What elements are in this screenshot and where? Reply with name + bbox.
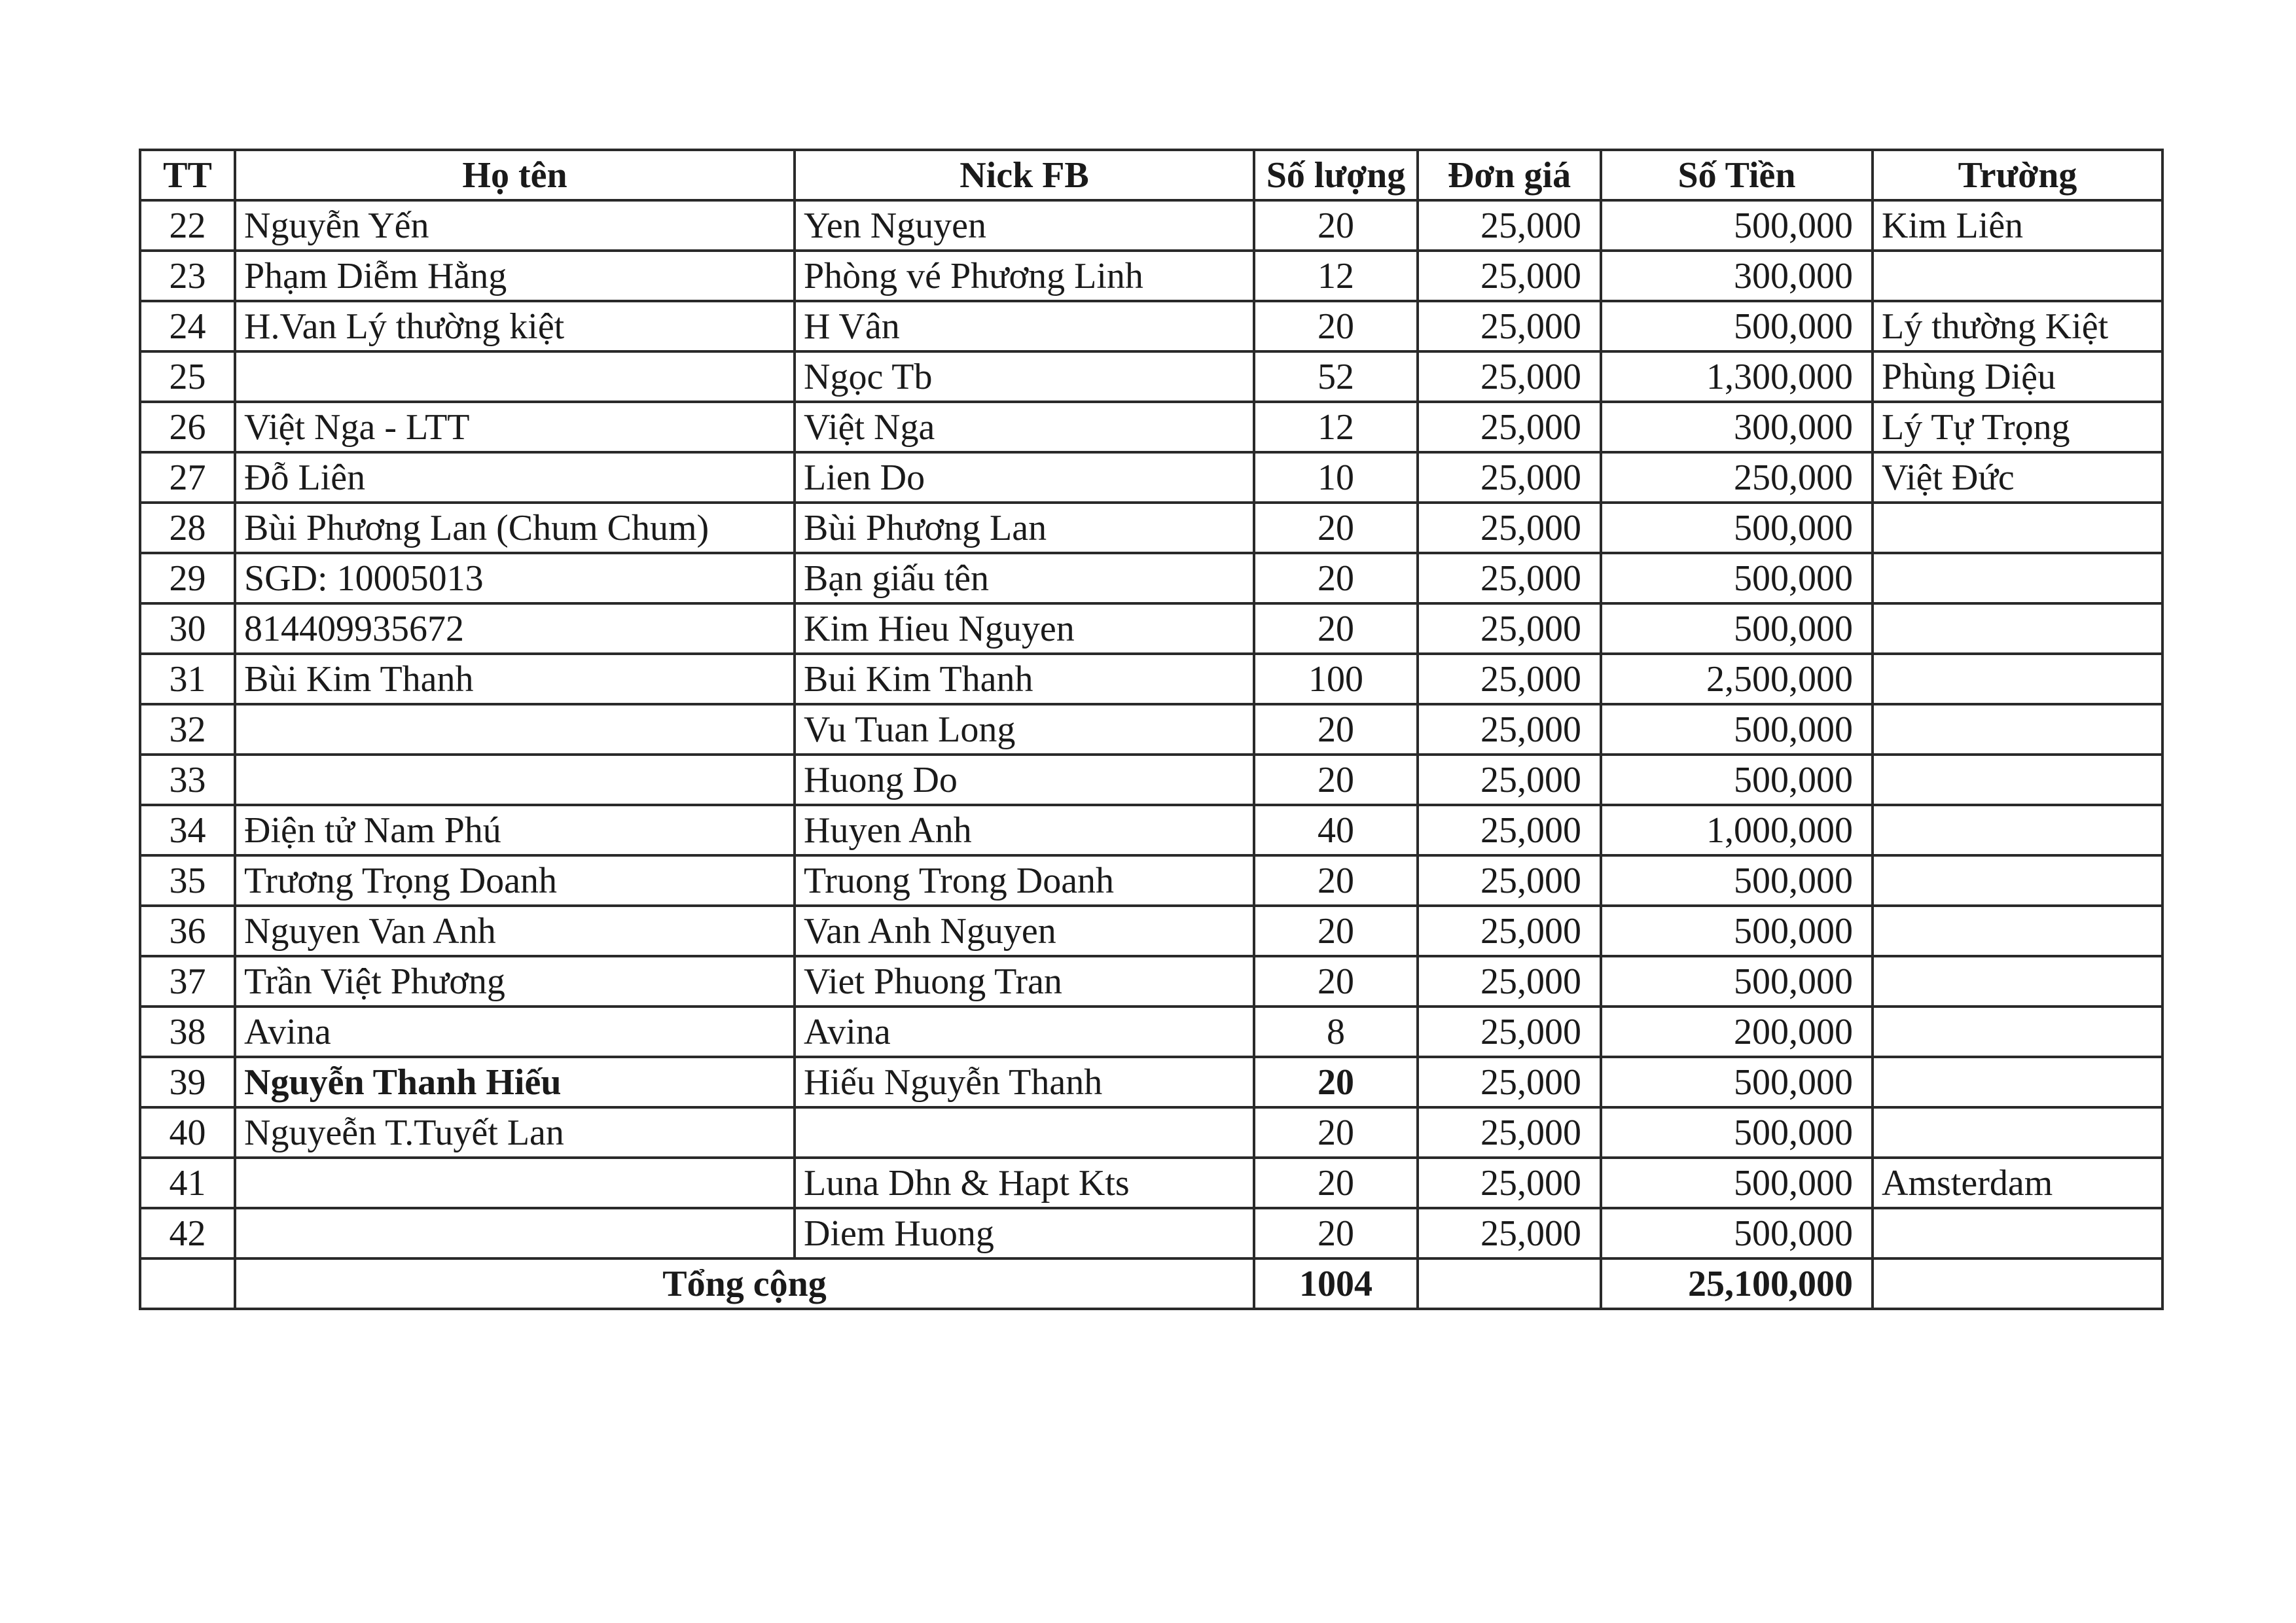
cell-tt: 37 xyxy=(140,956,235,1007)
cell-price: 25,000 xyxy=(1418,402,1601,452)
cell-amount: 500,000 xyxy=(1601,956,1873,1007)
cell-price: 25,000 xyxy=(1418,906,1601,956)
cell-name: Việt Nga - LTT xyxy=(235,402,795,452)
cell-name: H.Van Lý thường kiệt xyxy=(235,301,795,351)
cell-qty: 20 xyxy=(1254,956,1418,1007)
cell-nick: Luna Dhn & Hapt Kts xyxy=(795,1158,1254,1208)
cell-qty: 20 xyxy=(1254,503,1418,553)
cell-amount: 500,000 xyxy=(1601,1208,1873,1258)
cell-school xyxy=(1873,1057,2162,1107)
cell-qty: 40 xyxy=(1254,805,1418,855)
cell-tt: 31 xyxy=(140,654,235,704)
cell-name: SGD: 10005013 xyxy=(235,553,795,603)
cell-tt: 39 xyxy=(140,1057,235,1107)
cell-price: 25,000 xyxy=(1418,704,1601,755)
cell-name xyxy=(235,1208,795,1258)
cell-name: Phạm Diễm Hằng xyxy=(235,251,795,301)
cell-qty: 20 xyxy=(1254,200,1418,251)
cell-school: Kim Liên xyxy=(1873,200,2162,251)
cell-nick: Huyen Anh xyxy=(795,805,1254,855)
cell-tt: 32 xyxy=(140,704,235,755)
cell-amount: 250,000 xyxy=(1601,452,1873,503)
cell-amount: 500,000 xyxy=(1601,755,1873,805)
cell-nick: Diem Huong xyxy=(795,1208,1254,1258)
cell-price: 25,000 xyxy=(1418,503,1601,553)
cell-qty: 20 xyxy=(1254,603,1418,654)
cell-name: Nguyễn Yến xyxy=(235,200,795,251)
cell-qty: 20 xyxy=(1254,301,1418,351)
table-row xyxy=(140,654,2162,704)
cell-school xyxy=(1873,855,2162,906)
cell-name: Avina xyxy=(235,1007,795,1057)
total-label: Tổng cộng xyxy=(235,1258,1254,1309)
header-nick: Nick FB xyxy=(795,150,1254,200)
cell-qty: 20 xyxy=(1254,1208,1418,1258)
cell-amount: 1,000,000 xyxy=(1601,805,1873,855)
header-name: Họ tên xyxy=(235,150,795,200)
cell-school xyxy=(1873,805,2162,855)
table-row xyxy=(140,704,2162,755)
total-empty-price xyxy=(1418,1258,1601,1309)
cell-price: 25,000 xyxy=(1418,805,1601,855)
cell-nick: Van Anh Nguyen xyxy=(795,906,1254,956)
header-amount: Số Tiền xyxy=(1601,150,1873,200)
cell-qty: 20 xyxy=(1254,1158,1418,1208)
donation-table xyxy=(139,149,2164,1310)
cell-qty: 20 xyxy=(1254,906,1418,956)
cell-qty: 52 xyxy=(1254,351,1418,402)
total-row xyxy=(140,1258,2162,1309)
cell-price: 25,000 xyxy=(1418,603,1601,654)
cell-tt: 41 xyxy=(140,1158,235,1208)
cell-nick: Kim Hieu Nguyen xyxy=(795,603,1254,654)
cell-school xyxy=(1873,1208,2162,1258)
cell-nick: Huong Do xyxy=(795,755,1254,805)
cell-school: Phùng Diệu xyxy=(1873,351,2162,402)
cell-price: 25,000 xyxy=(1418,200,1601,251)
table-row xyxy=(140,855,2162,906)
cell-price: 25,000 xyxy=(1418,301,1601,351)
cell-tt: 25 xyxy=(140,351,235,402)
cell-nick: Bạn giấu tên xyxy=(795,553,1254,603)
cell-tt: 34 xyxy=(140,805,235,855)
cell-nick xyxy=(795,1107,1254,1158)
cell-amount: 500,000 xyxy=(1601,1057,1873,1107)
cell-nick: Bui Kim Thanh xyxy=(795,654,1254,704)
cell-price: 25,000 xyxy=(1418,553,1601,603)
cell-amount: 2,500,000 xyxy=(1601,654,1873,704)
cell-price: 25,000 xyxy=(1418,855,1601,906)
cell-school xyxy=(1873,1007,2162,1057)
table-row xyxy=(140,503,2162,553)
cell-name: Nguyeễn T.Tuyết Lan xyxy=(235,1107,795,1158)
cell-qty: 20 xyxy=(1254,1057,1418,1107)
cell-tt: 42 xyxy=(140,1208,235,1258)
table-row xyxy=(140,402,2162,452)
cell-price: 25,000 xyxy=(1418,1007,1601,1057)
cell-tt: 23 xyxy=(140,251,235,301)
cell-school: Việt Đức xyxy=(1873,452,2162,503)
cell-qty: 20 xyxy=(1254,1107,1418,1158)
cell-price: 25,000 xyxy=(1418,1057,1601,1107)
cell-tt: 26 xyxy=(140,402,235,452)
cell-tt: 35 xyxy=(140,855,235,906)
cell-qty: 12 xyxy=(1254,402,1418,452)
cell-tt: 36 xyxy=(140,906,235,956)
header-price: Đơn giá xyxy=(1418,150,1601,200)
cell-amount: 500,000 xyxy=(1601,200,1873,251)
cell-qty: 20 xyxy=(1254,855,1418,906)
total-amount: 25,100,000 xyxy=(1601,1258,1873,1309)
cell-tt: 28 xyxy=(140,503,235,553)
cell-qty: 10 xyxy=(1254,452,1418,503)
cell-school: Lý Tự Trọng xyxy=(1873,402,2162,452)
table-row xyxy=(140,553,2162,603)
cell-amount: 500,000 xyxy=(1601,553,1873,603)
cell-nick: Bùi Phương Lan xyxy=(795,503,1254,553)
table-row xyxy=(140,200,2162,251)
cell-name: Trần Việt Phương xyxy=(235,956,795,1007)
table-row xyxy=(140,1158,2162,1208)
cell-tt: 30 xyxy=(140,603,235,654)
cell-name xyxy=(235,704,795,755)
cell-nick: Lien Do xyxy=(795,452,1254,503)
cell-qty: 20 xyxy=(1254,755,1418,805)
cell-amount: 300,000 xyxy=(1601,402,1873,452)
cell-nick: Yen Nguyen xyxy=(795,200,1254,251)
cell-amount: 500,000 xyxy=(1601,603,1873,654)
table-row xyxy=(140,351,2162,402)
cell-nick: Phòng vé Phương Linh xyxy=(795,251,1254,301)
cell-nick: Vu Tuan Long xyxy=(795,704,1254,755)
cell-price: 25,000 xyxy=(1418,755,1601,805)
cell-name: Bùi Kim Thanh xyxy=(235,654,795,704)
cell-qty: 8 xyxy=(1254,1007,1418,1057)
header-qty: Số lượng xyxy=(1254,150,1418,200)
cell-name: Nguyen Van Anh xyxy=(235,906,795,956)
header-row xyxy=(140,150,2162,200)
cell-price: 25,000 xyxy=(1418,351,1601,402)
table-row xyxy=(140,956,2162,1007)
cell-school xyxy=(1873,1107,2162,1158)
cell-price: 25,000 xyxy=(1418,251,1601,301)
cell-school xyxy=(1873,755,2162,805)
cell-nick: Avina xyxy=(795,1007,1254,1057)
cell-school xyxy=(1873,906,2162,956)
cell-name: Bùi Phương Lan (Chum Chum) xyxy=(235,503,795,553)
cell-qty: 12 xyxy=(1254,251,1418,301)
cell-nick: Truong Trong Doanh xyxy=(795,855,1254,906)
cell-amount: 500,000 xyxy=(1601,1107,1873,1158)
total-empty-tt xyxy=(140,1258,235,1309)
cell-amount: 500,000 xyxy=(1601,855,1873,906)
cell-amount: 1,300,000 xyxy=(1601,351,1873,402)
cell-amount: 500,000 xyxy=(1601,704,1873,755)
total-empty-school xyxy=(1873,1258,2162,1309)
cell-nick: Việt Nga xyxy=(795,402,1254,452)
cell-price: 25,000 xyxy=(1418,452,1601,503)
cell-price: 25,000 xyxy=(1418,956,1601,1007)
cell-name: Nguyễn Thanh Hiếu xyxy=(235,1057,795,1107)
cell-tt: 40 xyxy=(140,1107,235,1158)
cell-name: Trương Trọng Doanh xyxy=(235,855,795,906)
cell-tt: 27 xyxy=(140,452,235,503)
table-row xyxy=(140,755,2162,805)
table-row xyxy=(140,452,2162,503)
cell-name: 814409935672 xyxy=(235,603,795,654)
cell-price: 25,000 xyxy=(1418,1208,1601,1258)
cell-school xyxy=(1873,503,2162,553)
cell-school xyxy=(1873,704,2162,755)
cell-name xyxy=(235,351,795,402)
cell-name xyxy=(235,1158,795,1208)
cell-school xyxy=(1873,603,2162,654)
cell-nick: H Vân xyxy=(795,301,1254,351)
table-row xyxy=(140,906,2162,956)
total-qty: 1004 xyxy=(1254,1258,1418,1309)
cell-price: 25,000 xyxy=(1418,1107,1601,1158)
cell-tt: 38 xyxy=(140,1007,235,1057)
cell-name: Điện tử Nam Phú xyxy=(235,805,795,855)
cell-qty: 100 xyxy=(1254,654,1418,704)
cell-school xyxy=(1873,251,2162,301)
cell-amount: 300,000 xyxy=(1601,251,1873,301)
table-row xyxy=(140,805,2162,855)
table-row xyxy=(140,1208,2162,1258)
cell-school: Amsterdam xyxy=(1873,1158,2162,1208)
cell-name xyxy=(235,755,795,805)
cell-nick: Hiếu Nguyễn Thanh xyxy=(795,1057,1254,1107)
cell-amount: 200,000 xyxy=(1601,1007,1873,1057)
header-school: Trường xyxy=(1873,150,2162,200)
cell-price: 25,000 xyxy=(1418,1158,1601,1208)
cell-amount: 500,000 xyxy=(1601,1158,1873,1208)
cell-name: Đỗ Liên xyxy=(235,452,795,503)
cell-amount: 500,000 xyxy=(1601,906,1873,956)
table-row xyxy=(140,251,2162,301)
cell-price: 25,000 xyxy=(1418,654,1601,704)
cell-amount: 500,000 xyxy=(1601,301,1873,351)
cell-amount: 500,000 xyxy=(1601,503,1873,553)
cell-tt: 22 xyxy=(140,200,235,251)
header-tt: TT xyxy=(140,150,235,200)
cell-tt: 33 xyxy=(140,755,235,805)
cell-tt: 24 xyxy=(140,301,235,351)
table-row xyxy=(140,1007,2162,1057)
cell-nick: Ngọc Tb xyxy=(795,351,1254,402)
table-row xyxy=(140,1057,2162,1107)
cell-nick: Viet Phuong Tran xyxy=(795,956,1254,1007)
cell-tt: 29 xyxy=(140,553,235,603)
cell-school xyxy=(1873,956,2162,1007)
cell-qty: 20 xyxy=(1254,553,1418,603)
table-row xyxy=(140,301,2162,351)
cell-school xyxy=(1873,654,2162,704)
cell-school xyxy=(1873,553,2162,603)
cell-school: Lý thường Kiệt xyxy=(1873,301,2162,351)
table-row xyxy=(140,1107,2162,1158)
table-row xyxy=(140,603,2162,654)
cell-qty: 20 xyxy=(1254,704,1418,755)
